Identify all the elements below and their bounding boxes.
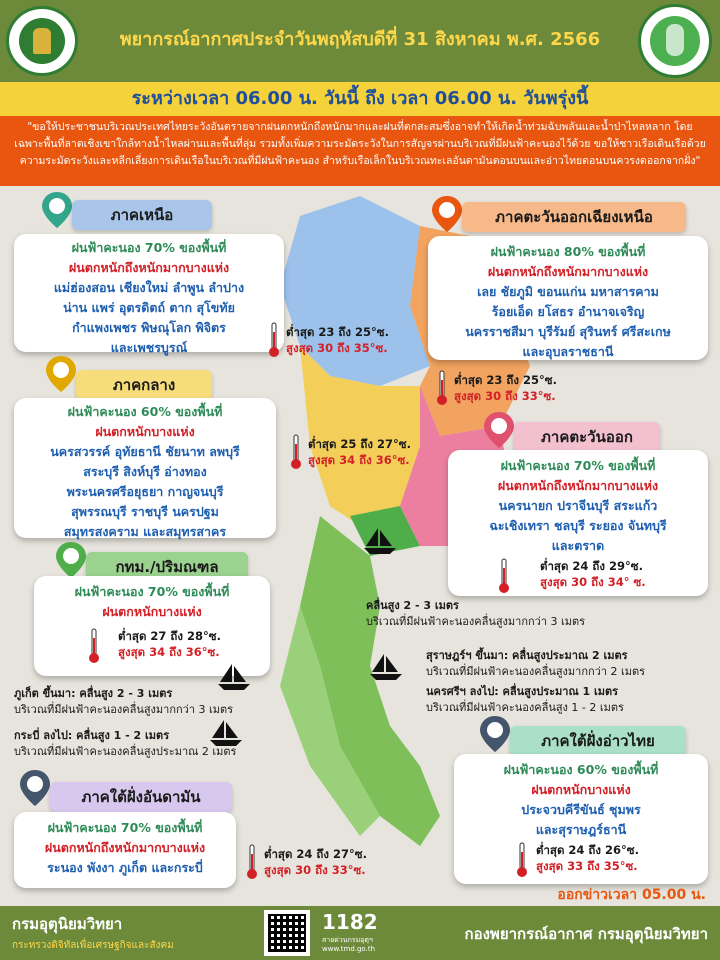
north-forecast-box (14, 234, 284, 355)
footer-dept: กรมอุตุนิยมวิทยา (12, 915, 123, 933)
wave-upper-gulf (366, 598, 585, 630)
tmd-logo-icon (638, 4, 712, 78)
north-rain: ฝนฟ้าคะนอง 70% ของพื้นที่ (71, 240, 227, 255)
south-andaman-low: ต่ำสุด 24 ถึง 27°ซ. (264, 847, 367, 861)
south-gulf-provinces-2: และสุราษฎร์ธานี (535, 822, 627, 837)
bangkok-thermometer-icon (88, 628, 100, 664)
boat-icon (360, 526, 400, 556)
central-temp (308, 436, 411, 468)
hotline-sub-2: www.tmd.go.th (322, 945, 375, 953)
header (0, 0, 720, 82)
east-pin-icon (482, 410, 516, 450)
qr-code-icon[interactable] (264, 910, 310, 956)
east-forecast-box (448, 450, 708, 596)
east-provinces-2: ฉะเชิงเทรา ชลบุรี ระยอง จันทบุรี (489, 518, 667, 533)
north-provinces-4: และเพชรบูรณ์ (110, 340, 188, 355)
northeast-temp (454, 372, 557, 404)
northeast-provinces-4: และอุบลราชธานี (522, 344, 614, 359)
south-andaman-title: ภาคใต้ฝั่งอันดามัน (50, 782, 232, 812)
central-forecast-box (14, 398, 276, 538)
issue-time: ออกข่าวเวลา 05.00 น. (557, 887, 706, 903)
bangkok-low: ต่ำสุด 27 ถึง 28°ซ. (118, 629, 221, 643)
central-rain: ฝนฟ้าคะนอง 60% ของพื้นที่ (67, 404, 223, 419)
north-low: ต่ำสุด 23 ถึง 25°ซ. (286, 325, 389, 339)
northeast-title: ภาคตะวันออกเฉียงเหนือ (462, 202, 686, 232)
south-andaman-thermometer-icon (246, 844, 258, 880)
south-andaman-heavy: ฝนตกหนักถึงหนักมากบางแห่ง (44, 840, 206, 855)
wave-phuket (14, 686, 233, 718)
bangkok-forecast-box (34, 576, 270, 676)
wave-upper-gulf-note: บริเวณที่มีฝนฟ้าคะนองคลื่นสูงมากกว่า 3 เมตร (366, 615, 586, 628)
bangkok-heavy: ฝนตกหนักบางแห่ง (102, 604, 202, 619)
northeast-heavy: ฝนตกหนักถึงหนักมากบางแห่ง (487, 264, 649, 279)
south-gulf-high: สูงสุด 33 ถึง 35°ซ. (536, 859, 638, 873)
central-provinces-2: สระบุรี สิงห์บุรี อ่างทอง (83, 464, 207, 479)
northeast-rain: ฝนฟ้าคะนอง 80% ของพื้นที่ (490, 244, 646, 259)
central-low: ต่ำสุด 25 ถึง 27°ซ. (308, 437, 411, 451)
footer-ministry: กระทรวงดิจิทัลเพื่อเศรษฐกิจและสังคม (12, 940, 174, 951)
south-andaman-high: สูงสุด 30 ถึง 33°ซ. (264, 863, 366, 877)
central-provinces-4: สุพรรณบุรี ราชบุรี นครปฐม (71, 504, 219, 519)
south-gulf-pin-icon (478, 714, 512, 754)
northeast-forecast-box (428, 236, 708, 360)
central-pin-icon (44, 354, 78, 394)
north-heavy: ฝนตกหนักถึงหนักมากบางแห่ง (68, 260, 230, 275)
east-temp (540, 558, 646, 590)
east-provinces-3: และตราด (551, 538, 605, 553)
north-provinces-1: แม่ฮ่องสอน เชียงใหม่ ลำพูน ลำปาง (53, 280, 245, 295)
bangkok-title: กทม./ปริมณฑล (86, 552, 248, 582)
hotline-number: 1182 (322, 910, 378, 934)
wave-krabi-note: บริเวณที่มีฝนฟ้าคะนองคลื่นสูงประมาณ 2 เมตร (14, 745, 237, 758)
central-high: สูงสุด 34 ถึง 36°ซ. (308, 453, 410, 467)
south-andaman-pin-icon (18, 768, 52, 808)
north-provinces-3: กำแพงเพชร พิษณุโลก พิจิตร (72, 320, 226, 335)
central-thermometer-icon (290, 434, 302, 470)
northeast-low: ต่ำสุด 23 ถึง 25°ซ. (454, 373, 557, 387)
east-title: ภาคตะวันออก (514, 422, 660, 452)
east-thermometer-icon (498, 558, 510, 594)
northeast-provinces-1: เลย ชัยภูมิ ขอนแก่น มหาสารคาม (477, 284, 659, 299)
bangkok-temp (118, 628, 221, 660)
wave-phuket-note: บริเวณที่มีฝนฟ้าคะนองคลื่นสูงมากกว่า 3 เมตร (14, 703, 234, 716)
south-andaman-temp (264, 846, 367, 878)
north-pin-icon (40, 190, 74, 230)
south-gulf-thermometer-icon (516, 842, 528, 878)
wave-surat-note: บริเวณที่มีฝนฟ้าคะนองคลื่นสูงมากกว่า 2 เมตร (426, 665, 646, 678)
south-gulf-title: ภาคใต้ฝั่งอ่าวไทย (510, 726, 686, 756)
north-thermometer-icon (268, 322, 280, 358)
wave-nakhon-note: บริเวณที่มีฝนฟ้าคะนองคลื่นสูง 1 - 2 เมตร (426, 701, 624, 714)
bangkok-high: สูงสุด 34 ถึง 36°ซ. (118, 645, 220, 659)
central-provinces-1: นครสวรรค์ อุทัยธานี ชัยนาท ลพบุรี (50, 444, 240, 459)
east-heavy: ฝนตกหนักถึงหนักมากบางแห่ง (497, 478, 659, 493)
wave-krabi-height: กระบี่ ลงไป: คลื่นสูง 1 - 2 เมตร (14, 729, 170, 742)
wave-krabi (14, 728, 236, 760)
north-high: สูงสุด 30 ถึง 35°ซ. (286, 341, 388, 355)
northeast-pin-icon (430, 194, 464, 234)
footer (0, 906, 720, 960)
northeast-provinces-3: นครราชสีมา บุรีรัมย์ สุรินทร์ ศรีสะเกษ (465, 324, 671, 339)
northeast-provinces-2: ร้อยเอ็ด ยโสธร อำนาจเจริญ (491, 304, 645, 319)
south-gulf-rain: ฝนฟ้าคะนอง 60% ของพื้นที่ (503, 762, 659, 777)
boat-icon-gulf (366, 652, 406, 682)
central-title: ภาคกลาง (76, 370, 212, 400)
footer-office: กองพยากรณ์อากาศ กรมอุตุนิยมวิทยา (464, 925, 708, 943)
central-provinces-5: สมุทรสงคราม และสมุทรสาคร (63, 524, 227, 539)
warning-notice: "ขอให้ประชาชนบริเวณประเทศไทยระวังอันตรายจากฝนตกหนักถึงหนักมากและฝนที่ตกสะสมซึ่งอาจทำให้เกิดน้ำท่วมฉับพลันและน้ำป่าไหลหลาก โดยเฉพาะพื้นที่ลาดเชิงเขาใกล้ทางน้ำไหลผ่านและพื้นที่ลุ่ม รวมทั้งเพิ่มความระมัดระวังในการสัญจรผ่านบริเวณที่มีฝนฟ้าคะนองไว้ด้วย ขอให้ชาวเรือเดินเรือด้วยความระมัดระวังและหลีกเลี่ยงการเดินเรือในบริเวณที่มีฝนฟ้าคะนอง สำหรับเรือเล็กในบริเวณทะเลอันดามันตอนบนและอ่าวไทยตอนบนควรงดออกจากฝั่ง" (0, 116, 720, 186)
south-andaman-provinces-1: ระนอง พังงา ภูเก็ต และกระบี่ (47, 860, 203, 875)
forecast-map (0, 186, 720, 906)
east-provinces-1: นครนายก ปราจีนบุรี สระแก้ว (498, 498, 658, 513)
north-temp (286, 324, 389, 356)
wave-upper-gulf-height: คลื่นสูง 2 - 3 เมตร (366, 599, 459, 612)
wave-surat (426, 648, 645, 680)
northeast-high: สูงสุด 30 ถึง 33°ซ. (454, 389, 556, 403)
hotline-sub-1: สายด่วนกรมอุตุฯ (322, 936, 373, 944)
east-low: ต่ำสุด 24 ถึง 29°ซ. (540, 559, 643, 573)
central-provinces-3: พระนครศรีอยุธยา กาญจนบุรี (66, 484, 224, 499)
wave-surat-height: สุราษฎร์ฯ ขึ้นมา: คลื่นสูงประมาณ 2 เมตร (426, 649, 628, 662)
central-heavy: ฝนตกหนักบางแห่ง (95, 424, 195, 439)
wave-nakhon (426, 684, 624, 716)
south-andaman-rain: ฝนฟ้าคะนอง 70% ของพื้นที่ (47, 820, 203, 835)
south-gulf-low: ต่ำสุด 24 ถึง 26°ซ. (536, 843, 639, 857)
south-gulf-heavy: ฝนตกหนักบางแห่ง (531, 782, 631, 797)
south-gulf-provinces-1: ประจวบคีรีขันธ์ ชุมพร (521, 802, 641, 817)
forecast-period: ระหว่างเวลา 06.00 น. วันนี้ ถึง เวลา 06.00 น. วันพรุ่งนี้ (0, 82, 720, 116)
northeast-thermometer-icon (436, 370, 448, 406)
ministry-logo-icon (6, 6, 78, 76)
page-title: พยากรณ์อากาศประจำวันพฤหัสบดีที่ 31 สิงหาคม พ.ศ. 2566 (119, 29, 601, 50)
bangkok-pin-icon (54, 540, 88, 580)
east-rain: ฝนฟ้าคะนอง 70% ของพื้นที่ (500, 458, 656, 473)
wave-nakhon-height: นครศรีฯ ลงไป: คลื่นสูงประมาณ 1 เมตร (426, 685, 619, 698)
north-title: ภาคเหนือ (72, 200, 212, 230)
east-high: สูงสุด 30 ถึง 34° ซ. (540, 575, 646, 589)
south-andaman-forecast-box (14, 812, 236, 888)
wave-phuket-height: ภูเก็ต ขึ้นมา: คลื่นสูง 2 - 3 เมตร (14, 687, 173, 700)
bangkok-rain: ฝนฟ้าคะนอง 70% ของพื้นที่ (74, 584, 230, 599)
north-provinces-2: น่าน แพร่ อุตรดิตถ์ ตาก สุโขทัย (63, 300, 235, 315)
south-gulf-temp (536, 842, 639, 874)
south-gulf-forecast-box (454, 754, 708, 884)
hotline-sub (322, 936, 375, 954)
